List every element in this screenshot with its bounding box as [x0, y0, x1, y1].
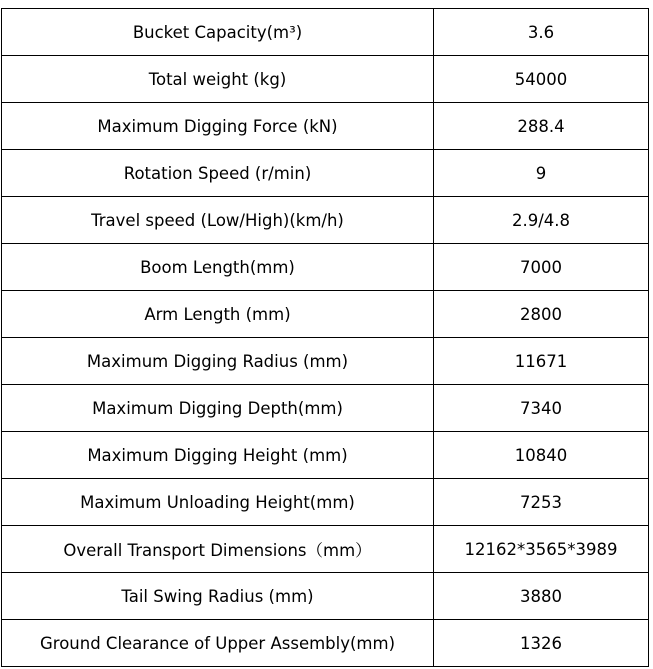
parameter-cell: Overall Transport Dimensions（mm）: [2, 526, 434, 573]
parameter-cell: Boom Length(mm): [2, 244, 434, 291]
parameter-cell: Maximum Digging Radius (mm): [2, 338, 434, 385]
value-cell: 1326: [434, 620, 649, 667]
table-row: [2, 291, 649, 338]
parameter-cell: Maximum Digging Depth(mm): [2, 385, 434, 432]
table-row: [2, 103, 649, 150]
value-cell: 12162*3565*3989: [434, 526, 649, 573]
parameter-cell: Bucket Capacity(m³): [2, 9, 434, 56]
specification-table: [1, 8, 649, 667]
table-row: [2, 526, 649, 573]
value-cell: 7340: [434, 385, 649, 432]
table-row: [2, 385, 649, 432]
value-cell: 9: [434, 150, 649, 197]
table-row: [2, 56, 649, 103]
value-cell: 3.6: [434, 9, 649, 56]
parameter-cell: Rotation Speed (r/min): [2, 150, 434, 197]
table-row: [2, 573, 649, 620]
table-row: [2, 338, 649, 385]
value-cell: 288.4: [434, 103, 649, 150]
parameter-cell: Travel speed (Low/High)(km/h): [2, 197, 434, 244]
table-row: [2, 620, 649, 667]
value-cell: 2.9/4.8: [434, 197, 649, 244]
parameter-cell: Arm Length (mm): [2, 291, 434, 338]
parameter-cell: Maximum Digging Force (kN): [2, 103, 434, 150]
value-cell: 3880: [434, 573, 649, 620]
table-row: [2, 9, 649, 56]
table-row: [2, 432, 649, 479]
specification-table-body: [2, 9, 649, 667]
parameter-cell: Maximum Unloading Height(mm): [2, 479, 434, 526]
table-row: [2, 479, 649, 526]
table-row: [2, 197, 649, 244]
parameter-cell: Tail Swing Radius (mm): [2, 573, 434, 620]
value-cell: 2800: [434, 291, 649, 338]
value-cell: 11671: [434, 338, 649, 385]
table-row: [2, 150, 649, 197]
parameter-cell: Maximum Digging Height (mm): [2, 432, 434, 479]
parameter-cell: Total weight (kg): [2, 56, 434, 103]
value-cell: 10840: [434, 432, 649, 479]
value-cell: 54000: [434, 56, 649, 103]
table-row: [2, 244, 649, 291]
value-cell: 7253: [434, 479, 649, 526]
parameter-cell: Ground Clearance of Upper Assembly(mm): [2, 620, 434, 667]
value-cell: 7000: [434, 244, 649, 291]
